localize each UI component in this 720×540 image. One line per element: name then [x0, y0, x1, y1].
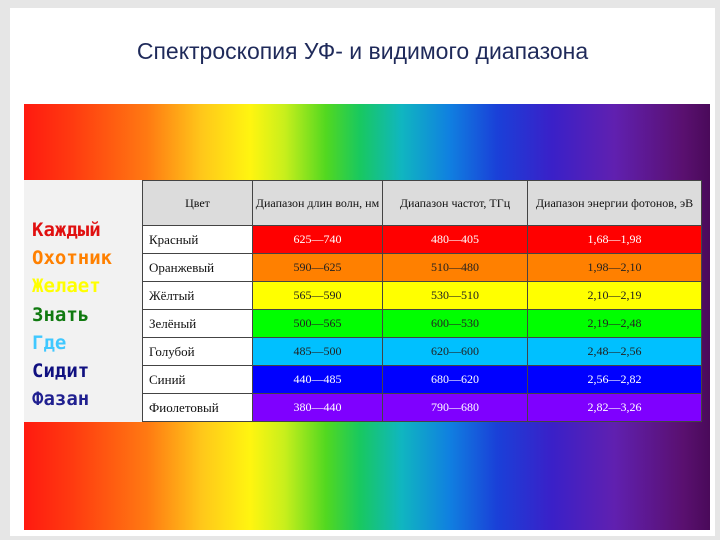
mnemonic-word: Где: [32, 332, 67, 354]
color-name-cell: Жёлтый: [143, 282, 253, 310]
wavelength-cell: 590—625: [253, 254, 383, 282]
table-row: [143, 282, 702, 310]
frequency-cell: 680—620: [383, 366, 528, 394]
mnemonic-word: Желает: [32, 275, 101, 297]
table-row: [143, 366, 702, 394]
slide-title: Спектроскопия УФ- и видимого диапазона: [136, 38, 589, 64]
frequency-cell: 600—530: [383, 310, 528, 338]
spectrum-table: [142, 180, 702, 422]
color-name-cell: Зелёный: [143, 310, 253, 338]
energy-cell: 2,82—3,26: [528, 394, 702, 422]
frequency-cell: 530—510: [383, 282, 528, 310]
wavelength-cell: 485—500: [253, 338, 383, 366]
table-row: [143, 310, 702, 338]
color-name-cell: Фиолетовый: [143, 394, 253, 422]
energy-cell: 1,98—2,10: [528, 254, 702, 282]
wavelength-cell: 380—440: [253, 394, 383, 422]
color-name-cell: Голубой: [143, 338, 253, 366]
mnemonic-word: Знать: [32, 304, 90, 326]
header-energy: Диапазон энергии фотонов, эВ: [528, 181, 702, 226]
wavelength-cell: 565—590: [253, 282, 383, 310]
color-name-cell: Синий: [143, 366, 253, 394]
frequency-cell: 510—480: [383, 254, 528, 282]
wavelength-cell: 500—565: [253, 310, 383, 338]
table-row: [143, 226, 702, 254]
header-color: Цвет: [143, 181, 253, 226]
mnemonic-word: Фазан: [32, 388, 90, 410]
frequency-cell: 480—405: [383, 226, 528, 254]
header-wavelength: Диапазон длин волн, нм: [253, 181, 383, 226]
energy-cell: 2,19—2,48: [528, 310, 702, 338]
mnemonic-word: Охотник: [32, 247, 113, 269]
frequency-cell: 790—680: [383, 394, 528, 422]
table-row: [143, 254, 702, 282]
mnemonic-word: Каждый: [32, 219, 101, 241]
mnemonic-panel: [24, 180, 142, 422]
mnemonic-word: Сидит: [32, 360, 90, 382]
wavelength-cell: 440—485: [253, 366, 383, 394]
energy-cell: 2,48—2,56: [528, 338, 702, 366]
table-row: [143, 338, 702, 366]
header-frequency: Диапазон частот, ТГц: [383, 181, 528, 226]
energy-cell: 2,10—2,19: [528, 282, 702, 310]
color-name-cell: Оранжевый: [143, 254, 253, 282]
energy-cell: 1,68—1,98: [528, 226, 702, 254]
energy-cell: 2,56—2,82: [528, 366, 702, 394]
table-row: [143, 394, 702, 422]
frequency-cell: 620—600: [383, 338, 528, 366]
wavelength-cell: 625—740: [253, 226, 383, 254]
table-header-row: [143, 181, 702, 226]
color-name-cell: Красный: [143, 226, 253, 254]
